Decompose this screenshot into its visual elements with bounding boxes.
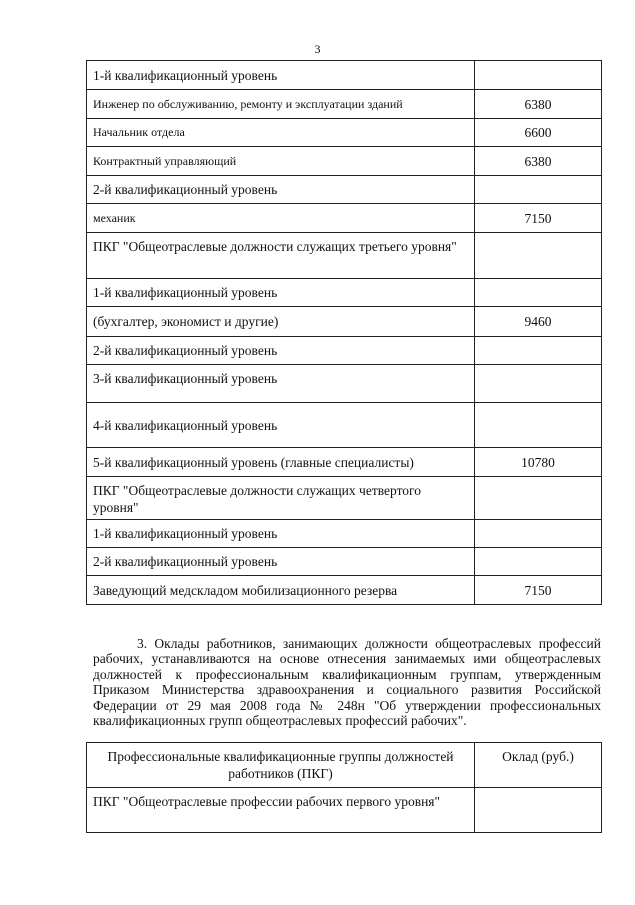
row-value (475, 61, 602, 90)
row-value: 6380 (475, 90, 602, 119)
row-value: 9460 (475, 307, 602, 337)
row-label: механик (87, 204, 475, 233)
row-label: ПКГ "Общеотраслевые должности служащих четвертого уровня" (87, 477, 475, 520)
table-row (87, 90, 602, 119)
table-row (87, 365, 602, 403)
table-row (87, 337, 602, 365)
salary-table-employees (86, 60, 602, 605)
header-groups: Профессиональные квалификационные группы должностей работников (ПКГ) (87, 743, 475, 788)
salary-table-workers (86, 742, 602, 833)
table-row (87, 477, 602, 520)
table-row (87, 233, 602, 279)
row-label: 1-й квалификационный уровень (87, 279, 475, 307)
table-row (87, 403, 602, 448)
table-row (87, 279, 602, 307)
row-label: Заведующий медскладом мобилизационного резерва (87, 576, 475, 605)
table-header-row (87, 743, 602, 788)
row-value: 7150 (475, 204, 602, 233)
row-label: 5-й квалификационный уровень (главные специалисты) (87, 448, 475, 477)
table-row (87, 61, 602, 90)
row-value (475, 520, 602, 548)
row-value (475, 233, 602, 279)
table-row (87, 788, 602, 833)
row-value (475, 788, 602, 833)
table-row (87, 176, 602, 204)
header-salary: Оклад (руб.) (475, 743, 602, 788)
row-value (475, 403, 602, 448)
row-label: 1-й квалификационный уровень (87, 61, 475, 90)
row-label: ПКГ "Общеотраслевые профессии рабочих первого уровня" (87, 788, 475, 833)
row-label: 1-й квалификационный уровень (87, 520, 475, 548)
row-label: Контрактный управляющий (87, 147, 475, 176)
row-label: 2-й квалификационный уровень (87, 337, 475, 365)
table-row (87, 119, 602, 147)
table-row (87, 448, 602, 477)
table-row (87, 548, 602, 576)
row-value: 7150 (475, 576, 602, 605)
row-value: 6380 (475, 147, 602, 176)
row-label: 2-й квалификационный уровень (87, 548, 475, 576)
row-label: 2-й квалификационный уровень (87, 176, 475, 204)
row-value (475, 279, 602, 307)
table-row (87, 520, 602, 548)
row-value (475, 176, 602, 204)
row-value (475, 477, 602, 520)
paragraph-3: 3. Оклады работников, занимающих должности общеотраслевых профессий рабочих, устанавливаются на основе отнесения занимаемых ими общеотраслевых должностей к профессиональным квалификационным группам, утвержденным Приказом Министерства здравоохранения и социального развития Российской Федерации от 29 мая 2008 года № 248н "Об утверждении профессиональных квалификационных групп общеотраслевых профессий рабочих". (93, 635, 601, 729)
row-label: (бухгалтер, экономист и другие) (87, 307, 475, 337)
table-row (87, 576, 602, 605)
row-label: ПКГ "Общеотраслевые должности служащих третьего уровня" (87, 233, 475, 279)
row-value: 6600 (475, 119, 602, 147)
row-label: Начальник отдела (87, 119, 475, 147)
row-label: 3-й квалификационный уровень (87, 365, 475, 403)
row-value (475, 365, 602, 403)
table-row (87, 307, 602, 337)
table-row (87, 147, 602, 176)
row-value (475, 548, 602, 576)
row-value: 10780 (475, 448, 602, 477)
row-label: 4-й квалификационный уровень (87, 403, 475, 448)
row-label: Инженер по обслуживанию, ремонту и эксплуатации зданий (87, 90, 475, 119)
row-value (475, 337, 602, 365)
page-number: 3 (314, 42, 321, 56)
table-row (87, 204, 602, 233)
